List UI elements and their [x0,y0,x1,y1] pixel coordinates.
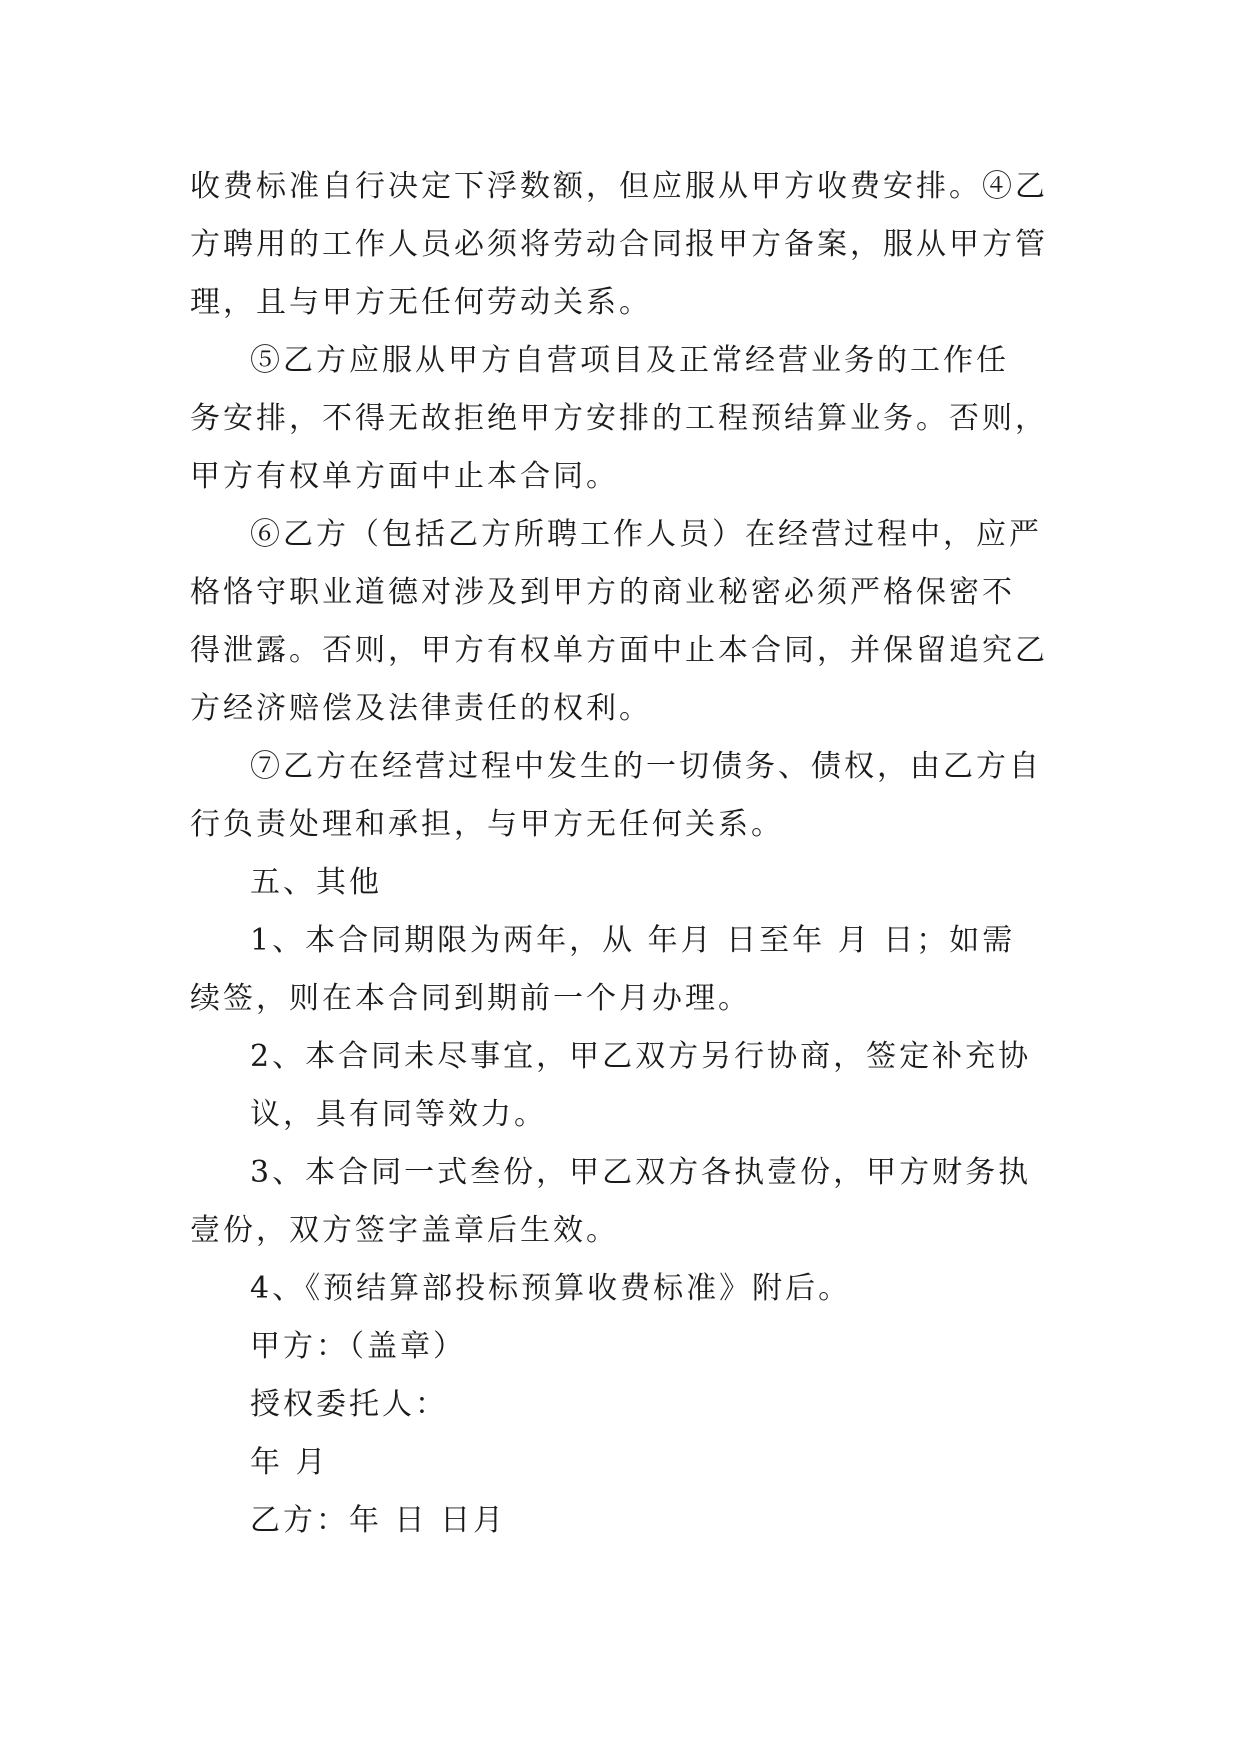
paragraph [190,854,1070,912]
text-line: 4、《预结算部投标预算收费标准》附后。 [250,1271,852,1306]
paragraph [190,506,1070,738]
paragraph [190,1028,1070,1144]
text-line: 得泄露。否则，甲方有权单方面中止本合同，并保留追究乙 [190,633,1048,668]
text-line: 方经济赔偿及法律责任的权利。 [190,691,652,726]
paragraph [190,738,1070,854]
text-line: 五、其他 [250,865,382,900]
text-line: 年 月 [250,1445,329,1480]
paragraph [190,1492,1070,1550]
text-line: 收费标准自行决定下浮数额，但应服从甲方收费安排。④乙 [190,169,1048,204]
text-line: 务安排，不得无故拒绝甲方安排的工程预结算业务。否则， [190,401,1048,436]
paragraph [190,1434,1070,1492]
text-line: 理，且与甲方无任何劳动关系。 [190,285,652,320]
text-line: 格恪守职业道德对涉及到甲方的商业秘密必须严格保密不 [190,575,1015,610]
text-line: ⑦乙方在经营过程中发生的一切债务、债权，由乙方自 [250,749,1042,784]
text-line: 续签，则在本合同到期前一个月办理。 [190,981,751,1016]
paragraph [190,1318,1070,1376]
paragraph [190,1260,1070,1318]
text-line: ⑥乙方（包括乙方所聘工作人员）在经营过程中，应严 [250,517,1042,552]
paragraph [190,1376,1070,1434]
text-line: 行负责处理和承担，与甲方无任何关系。 [190,807,784,842]
text-line: 壹份，双方签字盖章后生效。 [190,1213,619,1248]
text-line: 1、本合同期限为两年，从 年月 日至年 月 日；如需 [250,923,1016,958]
paragraph [190,158,1070,332]
text-line: 甲方：（盖章） [250,1329,466,1364]
text-line: 方聘用的工作人员必须将劳动合同报甲方备案，服从甲方管 [190,227,1048,262]
paragraph [190,332,1070,506]
text-line: 3、本合同一式叁份，甲乙双方各执壹份，甲方财务执 [250,1155,1032,1190]
document-body [190,158,1070,1550]
paragraph [190,912,1070,1028]
paragraph [190,1144,1070,1260]
text-line: 授权委托人： [250,1387,448,1422]
text-line: 甲方有权单方面中止本合同。 [190,459,619,494]
text-line: ⑤乙方应服从甲方自营项目及正常经营业务的工作任 [250,343,1009,378]
text-line: 乙方：年 日 日月 [250,1503,507,1538]
text-line: 议，具有同等效力。 [250,1097,547,1132]
text-line: 2、本合同未尽事宜，甲乙双方另行协商，签定补充协 [250,1039,1032,1074]
